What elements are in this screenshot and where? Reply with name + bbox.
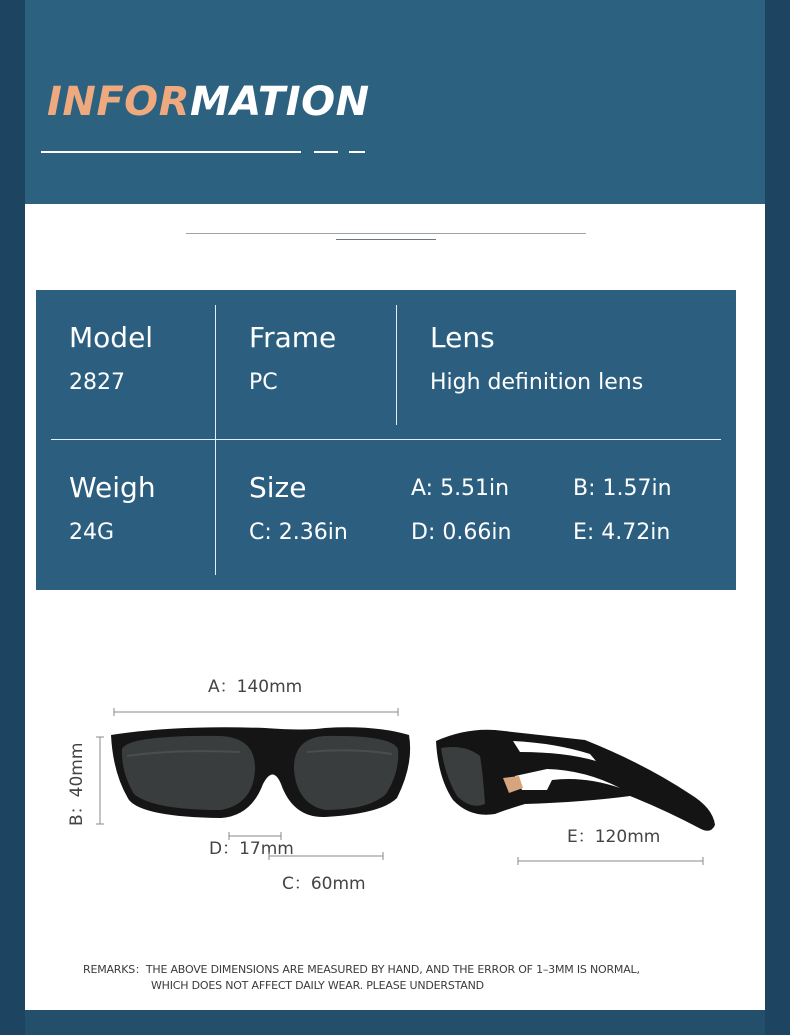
title-accent: INFOR — [47, 79, 190, 125]
page-title — [47, 79, 370, 125]
size-e: E: 4.72in — [573, 520, 671, 545]
remarks-note — [83, 962, 640, 994]
left-border — [0, 0, 25, 1035]
size-label: Size — [249, 471, 307, 504]
dim-c-label: C：60mm — [282, 874, 366, 894]
dimension-diagram — [25, 204, 765, 1010]
frame-value: PC — [249, 370, 278, 395]
title-dash-2 — [349, 151, 365, 153]
remarks-line-2: WHICH DOES NOT AFFECT DAILY WEAR. PLEASE UNDERSTAND — [151, 979, 484, 992]
size-b: B: 1.57in — [573, 476, 672, 501]
title-rest: MATION — [190, 79, 370, 125]
dim-a-label: A：140mm — [208, 677, 303, 697]
glasses-front-view — [111, 727, 410, 818]
lens-value: High definition lens — [430, 370, 644, 395]
title-dash-1 — [314, 151, 338, 153]
model-value: 2827 — [69, 370, 125, 395]
remarks-line-1: REMARKS：THE ABOVE DIMENSIONS ARE MEASURED BY HAND, AND THE ERROR OF 1–3MM IS NORMAL, — [83, 963, 640, 976]
header-banner — [25, 0, 765, 204]
size-a: A: 5.51in — [411, 476, 510, 501]
right-border — [765, 0, 790, 1035]
dim-e-label: E：120mm — [567, 827, 661, 847]
weigh-value: 24G — [69, 520, 115, 545]
title-underline — [41, 151, 301, 153]
dim-d-label: D：17mm — [209, 839, 294, 859]
weigh-label: Weigh — [69, 471, 156, 504]
dim-b-label: B：40mm — [67, 742, 87, 826]
size-c: C: 2.36in — [249, 520, 348, 545]
size-d: D: 0.66in — [411, 520, 512, 545]
frame-label: Frame — [249, 321, 337, 354]
lens-label: Lens — [430, 321, 495, 354]
model-label: Model — [69, 321, 154, 354]
glasses-side-view — [436, 730, 715, 831]
content-panel — [25, 204, 765, 1010]
